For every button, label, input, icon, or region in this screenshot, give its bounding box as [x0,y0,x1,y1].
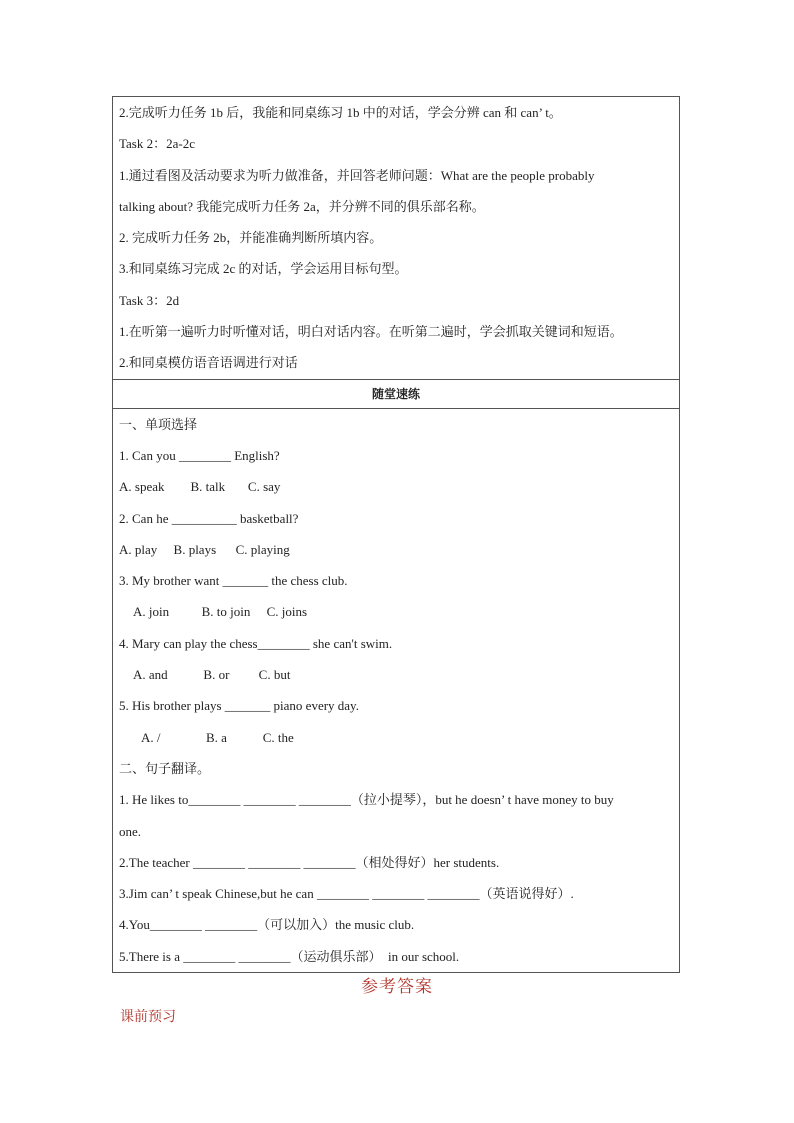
question-5-options: A. / B. a C. the [141,729,294,745]
question-3: 3. My brother want _______ the chess club. [119,573,348,589]
question-1-options: A. speak B. talk C. say [119,479,281,495]
question-5: 5. His brother plays _______ piano every day. [119,698,359,714]
task-line: 1.在听第一遍听力时听懂对话，明白对话内容。在听第二遍时，学会抓取关键词和短语。 [119,324,623,340]
answer-heading: 参考答案 [361,977,433,996]
task-line: 2.和同桌模仿语音语调进行对话 [119,355,298,371]
translation-2: 2.The teacher ________ ________ ________（相处得好）her students. [119,854,500,870]
task-line: talking about? 我能完成听力任务 2a，并分辨不同的俱乐部名称。 [119,198,485,214]
question-1: 1. Can you ________ English? [119,447,280,463]
task-line: 3.和同桌练习完成 2c 的对话，学会运用目标句型。 [119,261,408,277]
question-2: 2. Can he __________ basketball? [119,510,299,526]
translation-3: 3.Jim can’ t speak Chinese,but he can ________ ________ ________（英语说得好）. [119,886,574,902]
task-line: Task 2：2a-2c [119,136,195,152]
translation-4: 4.You________ ________（可以加入）the music club. [119,917,415,933]
answer-subheading: 课前预习 [120,1010,176,1025]
task-line: 2.完成听力任务 1b 后，我能和同桌练习 1b 中的对话，学会分辨 can 和 can’ t。 [119,105,562,120]
task-line: 2. 完成听力任务 2b，并能准确判断所填内容。 [119,230,383,246]
worksheet-table [112,96,680,973]
task-block [113,97,679,380]
section1-title: 一、单项选择 [119,416,198,432]
question-4-options: A. and B. or C. but [133,667,291,683]
translation-1: 1. He likes to________ ________ ________（拉小提琴），but he doesn’ t have money to buy [119,792,614,808]
question-2-options: A. play B. plays C. playing [119,541,290,557]
section2-title: 二、句子翻译。 [119,760,211,776]
task-line: 1.通过看图及活动要求为听力做准备，并回答老师问题：What are the people probably [119,167,595,183]
question-4: 4. Mary can play the chess________ she can't swim. [119,635,393,651]
translation-5: 5.There is a ________ ________（运动俱乐部） in our school. [119,948,460,964]
question-3-options: A. join B. to join C. joins [133,604,308,620]
translation-1-continued: one. [119,823,142,839]
practice-block [113,409,679,972]
task-line: Task 3：2d [119,292,180,308]
practice-title: 随堂速练 [113,380,679,409]
